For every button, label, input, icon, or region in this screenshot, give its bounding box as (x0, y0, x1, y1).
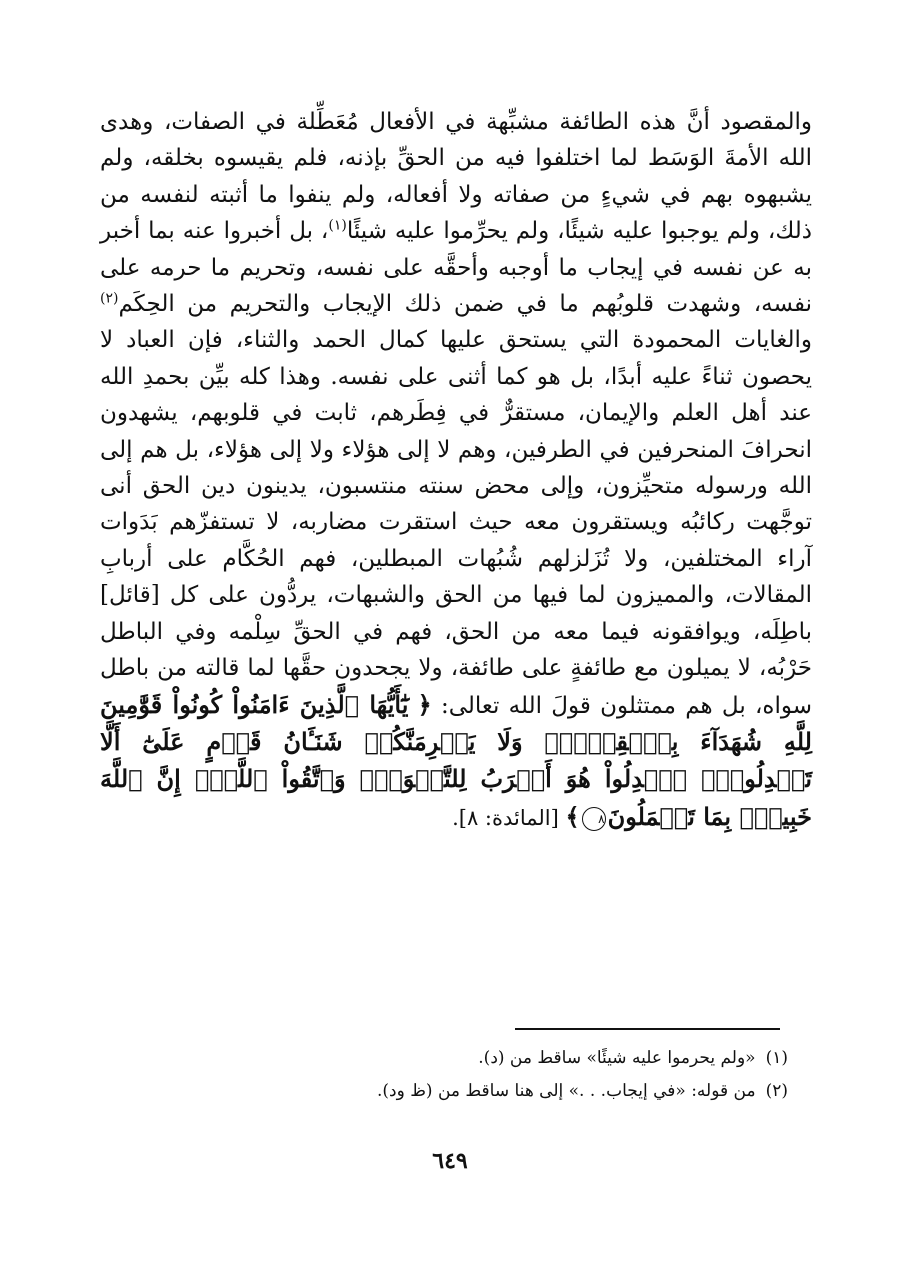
footnotes-section (100, 1042, 788, 1108)
ayah-number-marker: ٨ (582, 807, 606, 831)
page-number: ٦٤٩ (432, 1148, 468, 1174)
body-text-segment-3: والغايات المحمودة التي يستحق عليها كمال الحمد والثناء، فإن العباد لا يحصون ثناءً عليه أبدًا، بل هو كما أثنى على نفسه. وهذا كله بيِّن بحمدِ الله عند أهل العلم والإيمان، مستقرٌّ في فِطَرهم، ثابت في قلوبهم، يشهدون انحرافَ المنحرفين في الطرفين، وهم لا إلى هؤلاء ولا إلى هؤلاء، بل هم إلى الله ورسوله متحيِّزون، وإلى محض سنته منتسبون، يدينون دين الحق أنى توجَّهت ركائبُه ويستقرون معه حيث استقرت مضاربه، لا تستفزّهم بَدَوات آراء المختلفين، ولا تُزَلزلهم شُبُهات المبطلين، فهم الحُكَّام على أربابِ المقالات، والمميزون لما فيها من الحق والشبهات، يردُّون على كل [قائل] باطِلَه، ويوافقونه فيما معه من الحق، فهم في الحقِّ سِلْمه وفي الباطل حَرْبُه، لا يميلون مع طائفةٍ على طائفة، ولا يجحدون حقَّها لما قالته من باطل سواه، بل هم ممتثلون قولَ الله تعالى: (100, 327, 813, 719)
main-text-block (100, 104, 812, 836)
footnote-ref-1: (١) (328, 217, 347, 234)
footnote-1 (100, 1042, 788, 1075)
footnote-number: (٢) (765, 1081, 788, 1101)
footnote-divider (515, 1028, 780, 1030)
quran-open-bracket: ﴿ (417, 689, 432, 719)
quran-verse: يَٰٓأَيُّهَا ٱلَّذِينَ ءَامَنُواْ كُونُواْ قَوَّٰمِينَ لِلَّهِ شُهَدَآءَ بِٱلۡقِسۡطِۖ وَلَا يَجۡرِمَنَّكُمۡ شَنَـَٔانُ قَوۡمٍ عَلَىٰٓ أَلَّا تَعۡدِلُواْۚ ٱعۡدِلُواْ هُوَ أَقۡرَبُ لِلتَّقۡوَىٰۖ وَٱتَّقُواْ ٱللَّهَۚ إِنَّ ٱللَّهَ خَبِيرُۢ بِمَا تَعۡمَلُونَ (100, 689, 812, 831)
footnote-text: من قوله: «في إيجاب. . .» إلى هنا ساقط من (ظ ود). (376, 1081, 756, 1101)
footnote-number: (١) (765, 1048, 788, 1068)
verse-citation: [المائدة: ٨]. (452, 805, 566, 830)
body-text-segment-2: ، بل أخبروا عنه بما أخبر به عن نفسه في إيجاب ما أوجبه وأحقَّه على نفسه، وتحريم ما حرمه على نفسه، وشهدت قلوبُهم ما في ضمن ذلك الإيجاب والتحريم من الحِكَم (100, 218, 812, 318)
footnote-text: «ولم يحرموا عليه شيئًا» ساقط من (د). (478, 1048, 756, 1068)
footnote-2 (100, 1075, 788, 1108)
footnote-ref-2: (٢) (100, 290, 119, 307)
quran-close-bracket: ﴾ (565, 801, 580, 831)
body-text-segment-1: والمقصود أنَّ هذه الطائفة مشبِّهة في الأفعال مُعَطِّلة في الصفات، وهدى الله الأمةَ الوَسَط لما اختلفوا فيه من الحقِّ بإذنه، فلم يقيسوه بخلقه، ولم يشبهوه بهم في شيءٍ من صفاته ولا أفعاله، ولم ينفوا ما أثبته لنفسه من ذلك، ولم يوجبوا عليه شيئًا، ولم يحرِّموا عليه شيئًا (100, 109, 812, 245)
